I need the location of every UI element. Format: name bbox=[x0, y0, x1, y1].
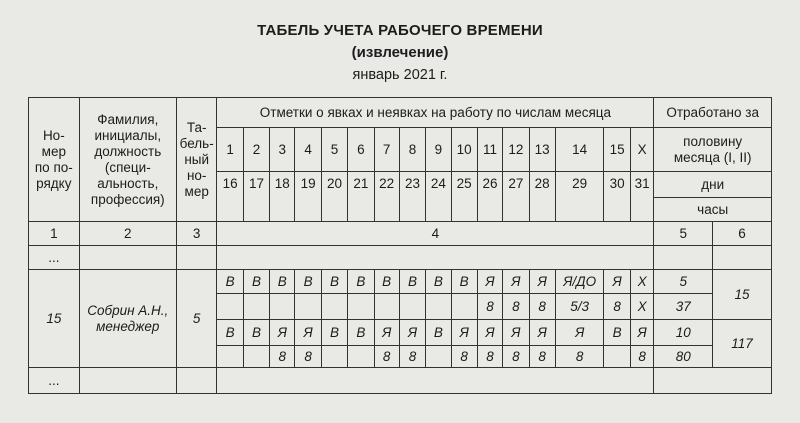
mark-hours-h1-15: 8 bbox=[604, 294, 630, 320]
mark-code-h1-7: В bbox=[374, 270, 399, 294]
mark-hours-h2-13: 8 bbox=[529, 346, 555, 368]
mark-code-h2-16: Я bbox=[630, 320, 654, 346]
mark-hours-h1-14: 5/3 bbox=[555, 294, 604, 320]
mark-hours-h2-14: 8 bbox=[555, 346, 604, 368]
mark-hours-h1-10 bbox=[451, 294, 477, 320]
header-half-month: половину месяца (I, II) bbox=[654, 128, 772, 172]
mark-hours-h2-1 bbox=[217, 346, 243, 368]
mark-hours-h1-8 bbox=[399, 294, 425, 320]
total-hours-month: 117 bbox=[713, 320, 772, 368]
mark-code-h1-6: В bbox=[348, 270, 374, 294]
day-header-2: 2 bbox=[243, 128, 269, 172]
mark-code-h1-10: В bbox=[451, 270, 477, 294]
mark-hours-h2-7: 8 bbox=[374, 346, 399, 368]
day-header-23: 23 bbox=[399, 172, 425, 222]
day-header-18: 18 bbox=[270, 172, 295, 222]
day-header-5: 5 bbox=[321, 128, 347, 172]
day-header-26: 26 bbox=[477, 172, 502, 222]
mark-code-h1-8: В bbox=[399, 270, 425, 294]
day-header-27: 27 bbox=[503, 172, 529, 222]
colnum-2: 2 bbox=[79, 222, 176, 246]
total-hours-h2: 80 bbox=[654, 346, 713, 368]
mark-code-h1-5: В bbox=[321, 270, 347, 294]
day-header-21: 21 bbox=[348, 172, 374, 222]
mark-hours-h1-12: 8 bbox=[503, 294, 529, 320]
mark-code-h1-14: Я/ДО bbox=[555, 270, 604, 294]
mark-hours-h2-15 bbox=[604, 346, 630, 368]
total-days-h1: 5 bbox=[654, 270, 713, 294]
mark-code-h1-12: Я bbox=[503, 270, 529, 294]
mark-code-h2-7: Я bbox=[374, 320, 399, 346]
mark-code-h1-3: В bbox=[270, 270, 295, 294]
mark-code-h1-16: Х bbox=[630, 270, 654, 294]
mark-hours-h1-1 bbox=[217, 294, 243, 320]
mark-code-h2-5: В bbox=[321, 320, 347, 346]
day-header-20: 20 bbox=[321, 172, 347, 222]
day-header-31: 31 bbox=[630, 172, 654, 222]
mark-hours-h2-11: 8 bbox=[477, 346, 502, 368]
day-header-12: 12 bbox=[503, 128, 529, 172]
day-header-1: 1 bbox=[217, 128, 243, 172]
day-header-9: 9 bbox=[426, 128, 451, 172]
day-header-10: 10 bbox=[451, 128, 477, 172]
colnum-3: 3 bbox=[176, 222, 217, 246]
day-header-28: 28 bbox=[529, 172, 555, 222]
day-header-11: 11 bbox=[477, 128, 502, 172]
mark-code-h2-4: Я bbox=[295, 320, 321, 346]
mark-hours-h2-4: 8 bbox=[295, 346, 321, 368]
mark-code-h1-11: Я bbox=[477, 270, 502, 294]
day-header-30: 30 bbox=[604, 172, 630, 222]
mark-hours-h2-6 bbox=[348, 346, 374, 368]
day-header-4: 4 bbox=[295, 128, 321, 172]
mark-code-h1-9: В bbox=[426, 270, 451, 294]
mark-hours-h1-6 bbox=[348, 294, 374, 320]
total-days-month: 15 bbox=[713, 270, 772, 320]
day-header-19: 19 bbox=[295, 172, 321, 222]
header-name: Фамилия, инициалы, должность (специ- альность, профессия) bbox=[79, 98, 176, 222]
mark-code-h2-15: В bbox=[604, 320, 630, 346]
mark-hours-h1-3 bbox=[270, 294, 295, 320]
header-days: дни bbox=[654, 172, 772, 198]
mark-hours-h2-2 bbox=[243, 346, 269, 368]
mark-hours-h2-3: 8 bbox=[270, 346, 295, 368]
timesheet-table bbox=[28, 97, 772, 394]
mark-hours-h1-9 bbox=[426, 294, 451, 320]
colnum-1: 1 bbox=[29, 222, 80, 246]
document-period: январь 2021 г. bbox=[352, 67, 448, 83]
mark-hours-h1-5 bbox=[321, 294, 347, 320]
day-header-14: 14 bbox=[555, 128, 604, 172]
mark-code-h2-1: В bbox=[217, 320, 243, 346]
mark-code-h2-13: Я bbox=[529, 320, 555, 346]
header-worked: Отработано за bbox=[654, 98, 772, 128]
day-header-7: 7 bbox=[374, 128, 399, 172]
document-subtitle: (извлечение) bbox=[351, 44, 449, 61]
day-header-13: 13 bbox=[529, 128, 555, 172]
mark-hours-h1-7 bbox=[374, 294, 399, 320]
colnum-5: 5 bbox=[654, 222, 713, 246]
mark-code-h2-6: В bbox=[348, 320, 374, 346]
header-number: Но- мер по по- рядку bbox=[29, 98, 80, 222]
mark-code-h1-1: В bbox=[217, 270, 243, 294]
mark-hours-h1-16: Х bbox=[630, 294, 654, 320]
total-hours-h1: 37 bbox=[654, 294, 713, 320]
mark-hours-h1-4 bbox=[295, 294, 321, 320]
mark-hours-h1-2 bbox=[243, 294, 269, 320]
day-header-25: 25 bbox=[451, 172, 477, 222]
mark-hours-h2-16: 8 bbox=[630, 346, 654, 368]
colnum-6: 6 bbox=[713, 222, 772, 246]
mark-hours-h2-5 bbox=[321, 346, 347, 368]
day-header-16: X bbox=[630, 128, 654, 172]
mark-code-h2-12: Я bbox=[503, 320, 529, 346]
employee-number: 15 bbox=[29, 270, 80, 368]
day-header-15: 15 bbox=[604, 128, 630, 172]
day-header-3: 3 bbox=[270, 128, 295, 172]
document-title: ТАБЕЛЬ УЧЕТА РАБОЧЕГО ВРЕМЕНИ bbox=[257, 22, 543, 39]
header-hours: часы bbox=[654, 198, 772, 222]
mark-code-h1-13: Я bbox=[529, 270, 555, 294]
day-header-17: 17 bbox=[243, 172, 269, 222]
day-header-29: 29 bbox=[555, 172, 604, 222]
header-tab-number: Та- бель- ный но- мер bbox=[176, 98, 217, 222]
ellipsis-top: ... bbox=[29, 246, 80, 270]
employee-tab-number: 5 bbox=[176, 270, 217, 368]
ellipsis-bottom: ... bbox=[29, 368, 80, 394]
total-days-h2: 10 bbox=[654, 320, 713, 346]
mark-hours-h1-11: 8 bbox=[477, 294, 502, 320]
day-header-16: 16 bbox=[217, 172, 243, 222]
mark-code-h1-2: В bbox=[243, 270, 269, 294]
mark-code-h1-4: В bbox=[295, 270, 321, 294]
day-header-6: 6 bbox=[348, 128, 374, 172]
day-header-8: 8 bbox=[399, 128, 425, 172]
mark-code-h2-14: Я bbox=[555, 320, 604, 346]
mark-hours-h2-9 bbox=[426, 346, 451, 368]
day-header-22: 22 bbox=[374, 172, 399, 222]
header-marks: Отметки о явках и неявках на работу по числам месяца bbox=[217, 98, 654, 128]
mark-code-h2-9: В bbox=[426, 320, 451, 346]
mark-code-h2-10: Я bbox=[451, 320, 477, 346]
mark-code-h2-3: Я bbox=[270, 320, 295, 346]
mark-hours-h2-10: 8 bbox=[451, 346, 477, 368]
mark-hours-h1-13: 8 bbox=[529, 294, 555, 320]
employee-name: Собрин А.Н., менеджер bbox=[79, 270, 176, 368]
day-header-24: 24 bbox=[426, 172, 451, 222]
mark-hours-h2-8: 8 bbox=[399, 346, 425, 368]
mark-code-h1-15: Я bbox=[604, 270, 630, 294]
mark-code-h2-11: Я bbox=[477, 320, 502, 346]
mark-hours-h2-12: 8 bbox=[503, 346, 529, 368]
mark-code-h2-2: В bbox=[243, 320, 269, 346]
colnum-4: 4 bbox=[217, 222, 654, 246]
mark-code-h2-8: Я bbox=[399, 320, 425, 346]
